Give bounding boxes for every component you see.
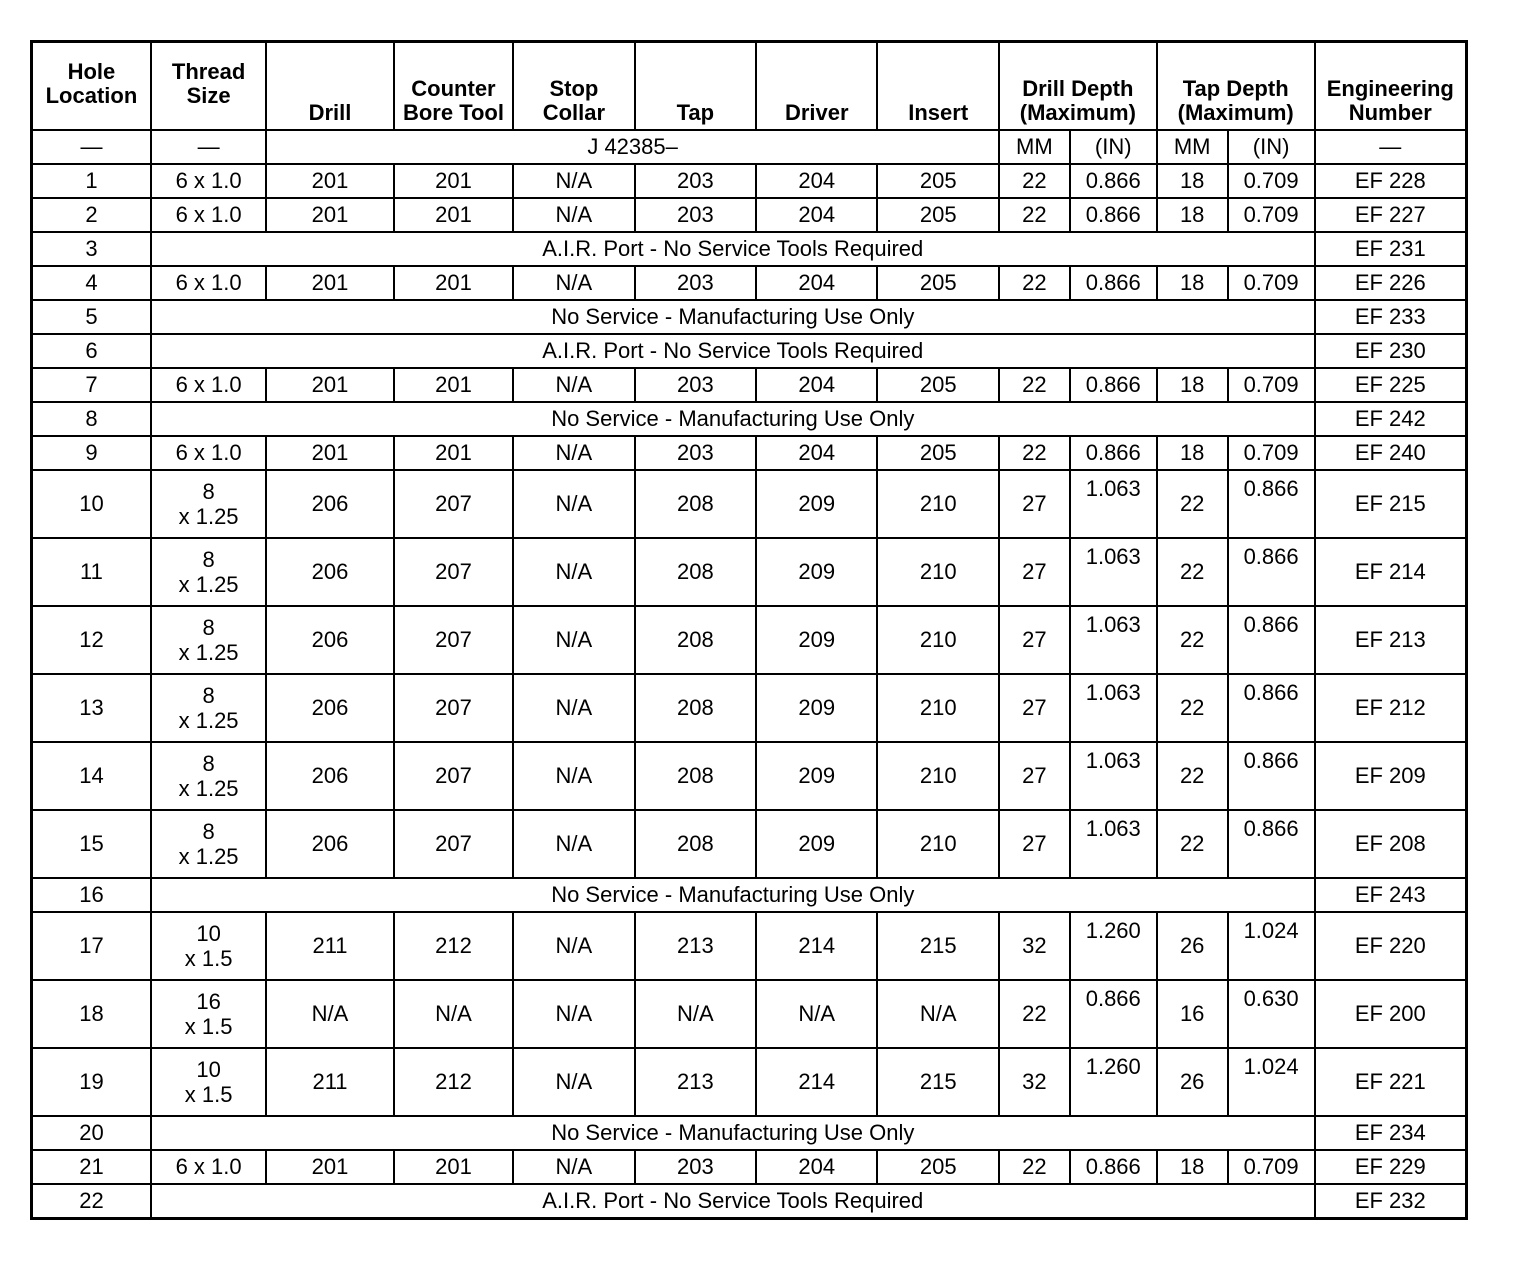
cell-engineering-number: EF 233 <box>1315 300 1467 334</box>
cell-hole-location: 19 <box>32 1048 151 1116</box>
cell-drill: 201 <box>266 266 394 300</box>
cell-engineering-number: EF 234 <box>1315 1116 1467 1150</box>
units-tap-mm: MM <box>1157 130 1228 164</box>
cell-hole-location: 15 <box>32 810 151 878</box>
cell-hole-location: 2 <box>32 198 151 232</box>
cell-engineering-number: EF 208 <box>1315 810 1467 878</box>
header-hole-location: Hole Location <box>32 42 151 131</box>
cell-drill-depth-mm: 22 <box>999 164 1070 198</box>
cell-engineering-number: EF 214 <box>1315 538 1467 606</box>
cell-tap: 208 <box>635 606 756 674</box>
table-row <box>32 232 1467 266</box>
cell-tap-depth-mm: 26 <box>1157 912 1228 980</box>
cell-tap-depth-mm: 18 <box>1157 1150 1228 1184</box>
cell-thread-size <box>151 470 266 538</box>
cell-hole-location: 4 <box>32 266 151 300</box>
cell-drill: N/A <box>266 980 394 1048</box>
cell-counter-bore-tool: 201 <box>394 368 513 402</box>
cell-tap-depth-in: 0.866 <box>1228 810 1315 878</box>
cell-tap-depth-mm: 22 <box>1157 538 1228 606</box>
cell-tap: 208 <box>635 810 756 878</box>
cell-note: No Service - Manufacturing Use Only <box>151 878 1315 912</box>
cell-thread-size <box>151 980 266 1048</box>
cell-driver: N/A <box>756 980 877 1048</box>
cell-hole-location: 6 <box>32 334 151 368</box>
thread-diameter: 10 <box>196 1057 221 1082</box>
cell-engineering-number: EF 213 <box>1315 606 1467 674</box>
cell-insert: 205 <box>877 198 998 232</box>
cell-insert: 210 <box>877 606 998 674</box>
cell-counter-bore-tool: 201 <box>394 436 513 470</box>
thread-pitch: x 1.25 <box>178 504 239 529</box>
table-row <box>32 980 1467 1048</box>
cell-hole-location: 11 <box>32 538 151 606</box>
cell-drill: 211 <box>266 912 394 980</box>
cell-tap-depth-mm: 18 <box>1157 198 1228 232</box>
header-thread-size: Thread Size <box>151 42 266 131</box>
header-counter-bore-tool: Counter Bore Tool <box>394 42 513 131</box>
cell-tap-depth-in: 0.866 <box>1228 606 1315 674</box>
cell-tap-depth-mm: 18 <box>1157 266 1228 300</box>
cell-insert: N/A <box>877 980 998 1048</box>
cell-engineering-number: EF 221 <box>1315 1048 1467 1116</box>
cell-insert: 205 <box>877 368 998 402</box>
cell-hole-location: 3 <box>32 232 151 266</box>
cell-hole-location: 22 <box>32 1184 151 1219</box>
cell-tap: 208 <box>635 674 756 742</box>
cell-drill-depth-in: 0.866 <box>1070 980 1157 1048</box>
cell-thread-size: 6 x 1.0 <box>151 368 266 402</box>
cell-drill-depth-in: 1.063 <box>1070 810 1157 878</box>
cell-insert: 210 <box>877 742 998 810</box>
cell-engineering-number: EF 225 <box>1315 368 1467 402</box>
table-row <box>32 334 1467 368</box>
cell-stop-collar: N/A <box>513 266 634 300</box>
cell-insert: 215 <box>877 912 998 980</box>
cell-tap: 203 <box>635 368 756 402</box>
cell-drill: 201 <box>266 198 394 232</box>
cell-tap: 203 <box>635 436 756 470</box>
cell-note: No Service - Manufacturing Use Only <box>151 402 1315 436</box>
thread-pitch: x 1.5 <box>184 946 233 971</box>
thread-diameter: 10 <box>196 921 221 946</box>
cell-drill-depth-in: 0.866 <box>1070 1150 1157 1184</box>
cell-thread-size <box>151 810 266 878</box>
cell-drill: 206 <box>266 606 394 674</box>
cell-engineering-number: EF 243 <box>1315 878 1467 912</box>
table-row <box>32 402 1467 436</box>
cell-stop-collar: N/A <box>513 810 634 878</box>
thread-pitch: x 1.5 <box>184 1082 233 1107</box>
cell-tap-depth-in: 0.709 <box>1228 1150 1315 1184</box>
cell-counter-bore-tool: 207 <box>394 742 513 810</box>
table-row <box>32 538 1467 606</box>
thread-pitch: x 1.25 <box>178 640 239 665</box>
cell-counter-bore-tool: 212 <box>394 912 513 980</box>
header-row <box>32 42 1467 131</box>
cell-drill: 206 <box>266 674 394 742</box>
cell-driver: 214 <box>756 912 877 980</box>
cell-tap-depth-in: 0.709 <box>1228 164 1315 198</box>
cell-driver: 209 <box>756 470 877 538</box>
cell-hole-location: 14 <box>32 742 151 810</box>
cell-counter-bore-tool: 207 <box>394 538 513 606</box>
cell-note: A.I.R. Port - No Service Tools Required <box>151 232 1315 266</box>
cell-thread-size: 6 x 1.0 <box>151 266 266 300</box>
cell-tap: 208 <box>635 470 756 538</box>
cell-counter-bore-tool: 201 <box>394 198 513 232</box>
cell-engineering-number: EF 240 <box>1315 436 1467 470</box>
cell-drill-depth-mm: 22 <box>999 368 1070 402</box>
table-row <box>32 470 1467 538</box>
cell-stop-collar: N/A <box>513 436 634 470</box>
cell-stop-collar: N/A <box>513 980 634 1048</box>
cell-insert: 215 <box>877 1048 998 1116</box>
cell-tap: 213 <box>635 1048 756 1116</box>
cell-stop-collar: N/A <box>513 606 634 674</box>
cell-driver: 209 <box>756 674 877 742</box>
cell-tap-depth-mm: 22 <box>1157 470 1228 538</box>
cell-tap-depth-mm: 18 <box>1157 164 1228 198</box>
table-row <box>32 368 1467 402</box>
cell-driver: 209 <box>756 810 877 878</box>
cell-tap-depth-in: 1.024 <box>1228 912 1315 980</box>
thread-diameter: 8 <box>202 479 215 504</box>
cell-tap-depth-mm: 16 <box>1157 980 1228 1048</box>
cell-counter-bore-tool: 207 <box>394 810 513 878</box>
units-row <box>32 130 1467 164</box>
cell-hole-location: 8 <box>32 402 151 436</box>
table-row <box>32 674 1467 742</box>
cell-stop-collar: N/A <box>513 674 634 742</box>
cell-drill-depth-mm: 27 <box>999 606 1070 674</box>
units-thread: — <box>151 130 266 164</box>
cell-tap: 203 <box>635 198 756 232</box>
cell-drill: 206 <box>266 538 394 606</box>
cell-drill-depth-in: 0.866 <box>1070 436 1157 470</box>
cell-drill-depth-mm: 27 <box>999 674 1070 742</box>
cell-driver: 204 <box>756 198 877 232</box>
header-drill-depth: Drill Depth (Maximum) <box>999 42 1157 131</box>
thread-pitch: x 1.25 <box>178 708 239 733</box>
header-stop-collar: Stop Collar <box>513 42 634 131</box>
cell-tap-depth-in: 0.866 <box>1228 470 1315 538</box>
cell-note: No Service - Manufacturing Use Only <box>151 1116 1315 1150</box>
cell-driver: 204 <box>756 1150 877 1184</box>
cell-tap-depth-in: 0.709 <box>1228 266 1315 300</box>
cell-hole-location: 18 <box>32 980 151 1048</box>
cell-drill-depth-mm: 27 <box>999 470 1070 538</box>
cell-stop-collar: N/A <box>513 198 634 232</box>
cell-tap-depth-in: 0.866 <box>1228 742 1315 810</box>
cell-counter-bore-tool: N/A <box>394 980 513 1048</box>
cell-driver: 204 <box>756 266 877 300</box>
cell-engineering-number: EF 200 <box>1315 980 1467 1048</box>
header-engineering-number: Engineering Number <box>1315 42 1467 131</box>
cell-tap-depth-mm: 22 <box>1157 674 1228 742</box>
cell-stop-collar: N/A <box>513 1048 634 1116</box>
cell-drill-depth-mm: 27 <box>999 538 1070 606</box>
cell-tap-depth-in: 0.709 <box>1228 436 1315 470</box>
cell-tap: 213 <box>635 912 756 980</box>
cell-thread-size: 6 x 1.0 <box>151 1150 266 1184</box>
cell-drill-depth-in: 1.063 <box>1070 742 1157 810</box>
cell-drill: 201 <box>266 368 394 402</box>
table-row <box>32 1184 1467 1219</box>
cell-thread-size <box>151 742 266 810</box>
thread-pitch: x 1.25 <box>178 844 239 869</box>
table-body <box>32 130 1467 1219</box>
table-row <box>32 810 1467 878</box>
cell-drill-depth-mm: 27 <box>999 742 1070 810</box>
cell-tap-depth-mm: 18 <box>1157 436 1228 470</box>
cell-engineering-number: EF 220 <box>1315 912 1467 980</box>
units-engineering: — <box>1315 130 1467 164</box>
cell-counter-bore-tool: 207 <box>394 470 513 538</box>
units-drill-mm: MM <box>999 130 1070 164</box>
thread-diameter: 8 <box>202 819 215 844</box>
cell-hole-location: 7 <box>32 368 151 402</box>
cell-insert: 210 <box>877 674 998 742</box>
cell-drill-depth-in: 0.866 <box>1070 368 1157 402</box>
cell-counter-bore-tool: 207 <box>394 674 513 742</box>
cell-thread-size <box>151 606 266 674</box>
cell-hole-location: 13 <box>32 674 151 742</box>
cell-drill-depth-in: 1.063 <box>1070 606 1157 674</box>
cell-drill-depth-mm: 22 <box>999 266 1070 300</box>
cell-drill-depth-mm: 22 <box>999 198 1070 232</box>
thread-diameter: 8 <box>202 547 215 572</box>
cell-drill-depth-in: 0.866 <box>1070 198 1157 232</box>
cell-tap-depth-in: 0.709 <box>1228 368 1315 402</box>
cell-insert: 205 <box>877 1150 998 1184</box>
cell-thread-size: 6 x 1.0 <box>151 164 266 198</box>
table-row <box>32 198 1467 232</box>
table-row <box>32 266 1467 300</box>
cell-engineering-number: EF 226 <box>1315 266 1467 300</box>
cell-engineering-number: EF 212 <box>1315 674 1467 742</box>
units-drill-in: (IN) <box>1070 130 1157 164</box>
cell-hole-location: 1 <box>32 164 151 198</box>
cell-drill-depth-in: 1.063 <box>1070 674 1157 742</box>
cell-tap-depth-in: 0.630 <box>1228 980 1315 1048</box>
cell-drill-depth-mm: 22 <box>999 1150 1070 1184</box>
cell-engineering-number: EF 215 <box>1315 470 1467 538</box>
cell-driver: 209 <box>756 742 877 810</box>
cell-tap: 203 <box>635 164 756 198</box>
cell-drill-depth-mm: 32 <box>999 912 1070 980</box>
cell-drill-depth-mm: 22 <box>999 980 1070 1048</box>
cell-engineering-number: EF 229 <box>1315 1150 1467 1184</box>
cell-thread-size <box>151 1048 266 1116</box>
cell-tap: 208 <box>635 742 756 810</box>
cell-thread-size: 6 x 1.0 <box>151 198 266 232</box>
cell-insert: 205 <box>877 436 998 470</box>
cell-hole-location: 9 <box>32 436 151 470</box>
cell-drill: 201 <box>266 436 394 470</box>
table-row <box>32 300 1467 334</box>
cell-stop-collar: N/A <box>513 742 634 810</box>
table-row <box>32 436 1467 470</box>
cell-tap-depth-mm: 26 <box>1157 1048 1228 1116</box>
header-drill: Drill <box>266 42 394 131</box>
cell-engineering-number: EF 232 <box>1315 1184 1467 1219</box>
cell-hole-location: 21 <box>32 1150 151 1184</box>
cell-note: A.I.R. Port - No Service Tools Required <box>151 334 1315 368</box>
cell-insert: 210 <box>877 538 998 606</box>
cell-stop-collar: N/A <box>513 164 634 198</box>
cell-tap-depth-mm: 22 <box>1157 606 1228 674</box>
table-row <box>32 1048 1467 1116</box>
cell-hole-location: 5 <box>32 300 151 334</box>
cell-drill-depth-in: 1.063 <box>1070 538 1157 606</box>
cell-driver: 204 <box>756 436 877 470</box>
thread-diameter: 8 <box>202 683 215 708</box>
cell-hole-location: 16 <box>32 878 151 912</box>
thread-diameter: 8 <box>202 615 215 640</box>
cell-insert: 210 <box>877 810 998 878</box>
cell-hole-location: 17 <box>32 912 151 980</box>
cell-tap: 203 <box>635 1150 756 1184</box>
cell-engineering-number: EF 242 <box>1315 402 1467 436</box>
cell-tap-depth-in: 0.709 <box>1228 198 1315 232</box>
table-row <box>32 742 1467 810</box>
cell-drill: 211 <box>266 1048 394 1116</box>
table-row <box>32 164 1467 198</box>
cell-thread-size: 6 x 1.0 <box>151 436 266 470</box>
thread-diameter: 16 <box>196 989 221 1014</box>
cell-drill-depth-in: 1.063 <box>1070 470 1157 538</box>
cell-insert: 205 <box>877 164 998 198</box>
cell-tap-depth-in: 0.866 <box>1228 674 1315 742</box>
service-tools-table-sheet <box>30 40 1468 1220</box>
thread-pitch: x 1.25 <box>178 776 239 801</box>
cell-stop-collar: N/A <box>513 1150 634 1184</box>
cell-drill-depth-in: 0.866 <box>1070 266 1157 300</box>
cell-driver: 209 <box>756 538 877 606</box>
cell-insert: 205 <box>877 266 998 300</box>
cell-drill-depth-in: 1.260 <box>1070 1048 1157 1116</box>
cell-tap-depth-mm: 18 <box>1157 368 1228 402</box>
cell-drill: 201 <box>266 164 394 198</box>
cell-counter-bore-tool: 207 <box>394 606 513 674</box>
cell-driver: 214 <box>756 1048 877 1116</box>
cell-driver: 204 <box>756 164 877 198</box>
table-row <box>32 912 1467 980</box>
cell-engineering-number: EF 227 <box>1315 198 1467 232</box>
cell-insert: 210 <box>877 470 998 538</box>
table-row <box>32 1116 1467 1150</box>
cell-drill-depth-mm: 22 <box>999 436 1070 470</box>
cell-drill-depth-in: 0.866 <box>1070 164 1157 198</box>
cell-counter-bore-tool: 201 <box>394 266 513 300</box>
cell-tap: 208 <box>635 538 756 606</box>
header-driver: Driver <box>756 42 877 131</box>
cell-driver: 204 <box>756 368 877 402</box>
table-row <box>32 1150 1467 1184</box>
cell-tap-depth-mm: 22 <box>1157 742 1228 810</box>
cell-counter-bore-tool: 201 <box>394 164 513 198</box>
cell-thread-size <box>151 674 266 742</box>
cell-counter-bore-tool: 212 <box>394 1048 513 1116</box>
cell-stop-collar: N/A <box>513 470 634 538</box>
cell-stop-collar: N/A <box>513 912 634 980</box>
cell-note: A.I.R. Port - No Service Tools Required <box>151 1184 1315 1219</box>
cell-hole-location: 12 <box>32 606 151 674</box>
cell-stop-collar: N/A <box>513 368 634 402</box>
cell-drill-depth-mm: 27 <box>999 810 1070 878</box>
service-tools-table <box>30 40 1468 1220</box>
cell-engineering-number: EF 231 <box>1315 232 1467 266</box>
cell-hole-location: 10 <box>32 470 151 538</box>
cell-thread-size <box>151 912 266 980</box>
header-tap: Tap <box>635 42 756 131</box>
header-tap-depth: Tap Depth (Maximum) <box>1157 42 1315 131</box>
cell-thread-size <box>151 538 266 606</box>
cell-note: No Service - Manufacturing Use Only <box>151 300 1315 334</box>
cell-hole-location: 20 <box>32 1116 151 1150</box>
units-hole: — <box>32 130 151 164</box>
table-row <box>32 606 1467 674</box>
cell-tap: N/A <box>635 980 756 1048</box>
units-tap-in: (IN) <box>1228 130 1315 164</box>
thread-pitch: x 1.5 <box>184 1014 233 1039</box>
cell-tap-depth-mm: 22 <box>1157 810 1228 878</box>
units-tool-prefix: J 42385– <box>266 130 999 164</box>
cell-stop-collar: N/A <box>513 538 634 606</box>
cell-tap-depth-in: 1.024 <box>1228 1048 1315 1116</box>
table-row <box>32 878 1467 912</box>
cell-tap: 203 <box>635 266 756 300</box>
cell-engineering-number: EF 228 <box>1315 164 1467 198</box>
thread-diameter: 8 <box>202 751 215 776</box>
cell-counter-bore-tool: 201 <box>394 1150 513 1184</box>
cell-drill: 206 <box>266 810 394 878</box>
cell-drill-depth-in: 1.260 <box>1070 912 1157 980</box>
cell-engineering-number: EF 209 <box>1315 742 1467 810</box>
cell-drill: 201 <box>266 1150 394 1184</box>
cell-engineering-number: EF 230 <box>1315 334 1467 368</box>
cell-drill: 206 <box>266 470 394 538</box>
header-insert: Insert <box>877 42 998 131</box>
thread-pitch: x 1.25 <box>178 572 239 597</box>
cell-tap-depth-in: 0.866 <box>1228 538 1315 606</box>
cell-driver: 209 <box>756 606 877 674</box>
cell-drill: 206 <box>266 742 394 810</box>
cell-drill-depth-mm: 32 <box>999 1048 1070 1116</box>
